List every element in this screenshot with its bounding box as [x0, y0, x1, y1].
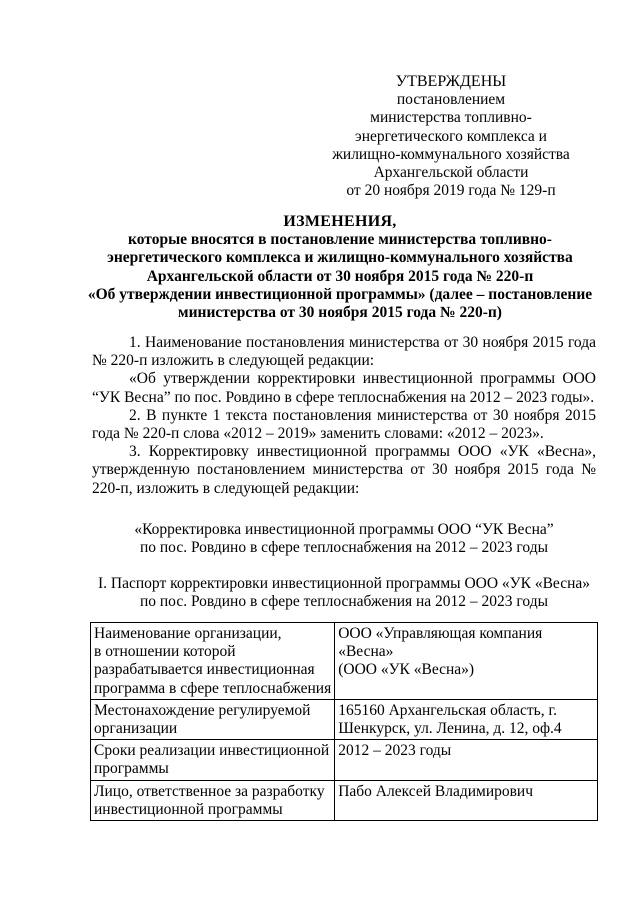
cell-line: организации	[94, 720, 178, 738]
cell-line: (ООО «УК «Весна»)	[338, 661, 475, 679]
program-title	[92, 521, 596, 557]
cell-line: Шенкурск, ул. Ленина, д. 12, оф.4	[338, 720, 562, 738]
changes-subtitle-line: министерства от 30 ноября 2015 года № 220-п)	[178, 304, 502, 322]
changes-title: ИЗМЕНЕНИЯ,	[283, 213, 397, 230]
cell-line: «Весна»	[338, 643, 394, 661]
cell-line: ООО «Управляющая компания	[338, 625, 543, 642]
paragraph-1: 1. Наименование постановления министерства от 30 ноября 2015 года № 220-п изложить в следующей редакции:	[92, 334, 596, 370]
section-title-line: по пос. Ровдино в сфере теплоснабжения на 2012 – 2023 годы	[139, 593, 549, 611]
approval-heading: УТВЕРЖДЕНЫ	[395, 73, 507, 90]
cell-line: разрабатывается инвестиционная	[94, 661, 315, 679]
table-cell-value	[335, 780, 598, 820]
changes-subtitle-line: Архангельской области от 30 ноября 2015 года № 220-п	[146, 267, 534, 285]
paragraph-4: 3. Корректировку инвестиционной программы ООО «УК «Весна», утвержденную постановлением министерства от 30 ноября 2015 года № 220-п, изложить в следующей редакции:	[92, 443, 596, 497]
section-title-line: I. Паспорт корректировки инвестиционной программы ООО «УК «Весна»	[97, 575, 590, 592]
paragraph-3: 2. В пункте 1 текста постановления министерства от 30 ноября 2015 года № 220-п слова «2012 – 2019» заменить словами: «2012 – 2023».	[92, 406, 596, 443]
cell-line: Местонахождение регулируемой	[94, 701, 311, 719]
table-cell-label	[91, 623, 335, 700]
table-cell-label	[91, 740, 335, 780]
document-body	[92, 334, 596, 498]
changes-subtitle-line: энергетического комплекса и жилищно-коммунального хозяйства	[107, 249, 573, 267]
cell-line: программа в сфере теплоснабжения	[94, 679, 332, 697]
changes-subtitle-line: которые вносятся в постановление министерства топливно-	[128, 231, 552, 249]
table-cell-label	[91, 699, 335, 739]
cell-line: в отношении которой	[94, 643, 236, 661]
table-cell-value	[335, 740, 598, 780]
approval-line: постановлением	[396, 91, 506, 109]
cell-line: 2012 – 2023 годы	[338, 742, 452, 760]
table-cell-value	[335, 623, 598, 700]
approval-line: от 20 ноября 2019 года № 129-п	[346, 182, 556, 200]
changes-title-block	[80, 213, 600, 322]
approval-line: министерства топливно-	[370, 109, 532, 127]
passport-table	[90, 622, 598, 821]
cell-line: Лицо, ответственное за разработку	[94, 782, 325, 800]
cell-line: 165160 Архангельская область, г.	[338, 701, 557, 719]
approval-line: жилищно-коммунального хозяйства	[332, 145, 570, 163]
approval-line: Архангельской области	[373, 164, 529, 182]
cell-line: Пабо Алексей Владимирович	[338, 782, 534, 800]
table-cell-label	[91, 780, 335, 820]
cell-line: инвестиционной программы	[94, 800, 283, 818]
program-title-line: по пос. Ровдино в сфере теплоснабжения на 2012 – 2023 годы	[139, 539, 549, 557]
table-row	[91, 780, 598, 820]
table-row	[91, 623, 598, 700]
approval-block	[326, 73, 576, 200]
program-title-line: «Корректировка инвестиционной программы ООО “УК Весна”	[134, 521, 554, 538]
table-cell-value	[335, 699, 598, 739]
changes-subtitle-line: «Об утверждении инвестиционной программы» (далее – постановление	[87, 285, 593, 303]
cell-line: программы	[94, 760, 169, 778]
section-title	[92, 575, 596, 611]
cell-line: Наименование организации,	[94, 625, 282, 642]
paragraph-2: «Об утверждении корректировки инвестиционной программы ООО “УК Весна” по пос. Ровдино в сфере теплоснабжения на 2012 – 2023 годы».	[92, 370, 596, 406]
table-row	[91, 740, 598, 780]
table-row	[91, 699, 598, 739]
approval-line: энергетического комплекса и	[355, 127, 547, 145]
cell-line: Сроки реализации инвестиционной	[94, 742, 330, 760]
